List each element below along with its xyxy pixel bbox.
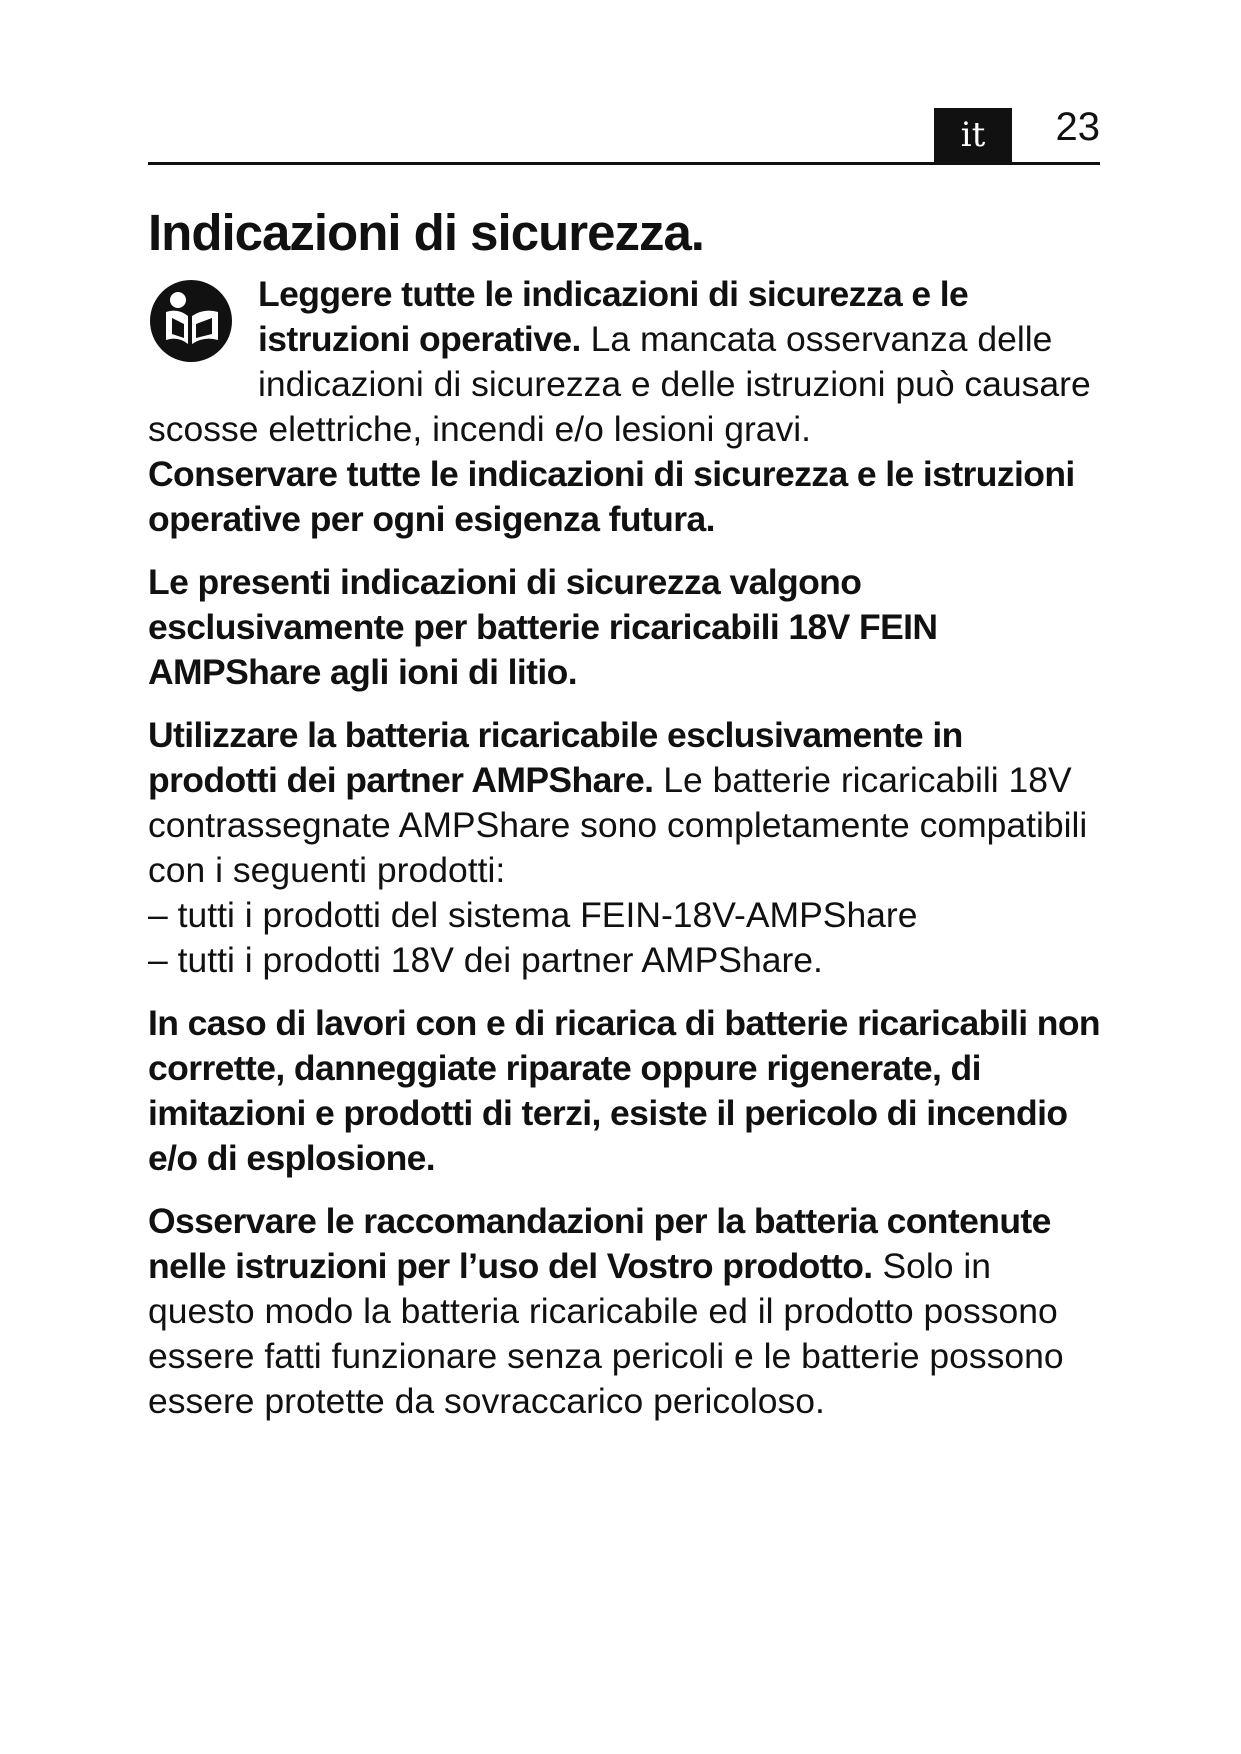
paragraph-recommendations [148,1199,1100,1424]
section-title: Indicazioni di sicurezza. [148,204,704,261]
read-manual-icon [148,278,234,364]
language-tag: it [934,108,1012,162]
paragraph-partner-products [148,713,1100,893]
paragraph-scope [148,560,1100,695]
bold-text: Conservare tutte le indicazioni di sicurezza e le istruzioni operative per ogni esigenza futura. [148,454,1075,539]
list-item: – tutti i prodotti del sistema FEIN-18V-AMPShare [148,895,918,935]
paragraph-keep-instructions [148,452,1100,542]
body-text: Solo in questo modo la batteria ricaricabile ed il prodotto possono essere fatti funzionare senza pericoli e le batterie possono essere protette da sovraccarico pericoloso. [148,1246,1064,1421]
bold-lead: Utilizzare la batteria ricaricabile esclusivamente in prodotti dei partner AMPShare. [148,715,963,800]
bold-text: Le presenti indicazioni di sicurezza valgono esclusivamente per batterie ricaricabili 18V FEIN AMPShare agli ioni di litio. [148,562,938,692]
bold-text: In caso di lavori con e di ricarica di batterie ricaricabili non corrette, danneggiate riparate oppure rigenerate, di imitazioni e prodotti di terzi, esiste il pericolo di incendio e/o di esplosione. [148,1003,1100,1178]
page-number: 23 [1055,105,1100,149]
list-item: – tutti i prodotti 18V dei partner AMPShare. [148,940,823,980]
bold-lead: Osservare le raccomandazioni per la batteria contenute nelle istruzioni per l’uso del Vostro prodotto. [148,1201,1051,1286]
body-text: Le batterie ricaricabili 18V contrassegnate AMPShare sono completamente compatibili con i seguenti prodotti: [148,760,1088,890]
body-text: La mancata osservanza delle indicazioni di sicurezza e delle istruzioni può causare scosse elettriche, incendi e/o lesioni gravi. [148,319,1091,449]
paragraph-read-instructions [148,272,1100,452]
bold-lead: Leggere tutte le indicazioni di sicurezza e le istruzioni operative. [258,274,969,359]
paragraph-danger-warning [148,1001,1100,1181]
page-content [148,202,1100,1424]
page-header [148,100,1100,165]
